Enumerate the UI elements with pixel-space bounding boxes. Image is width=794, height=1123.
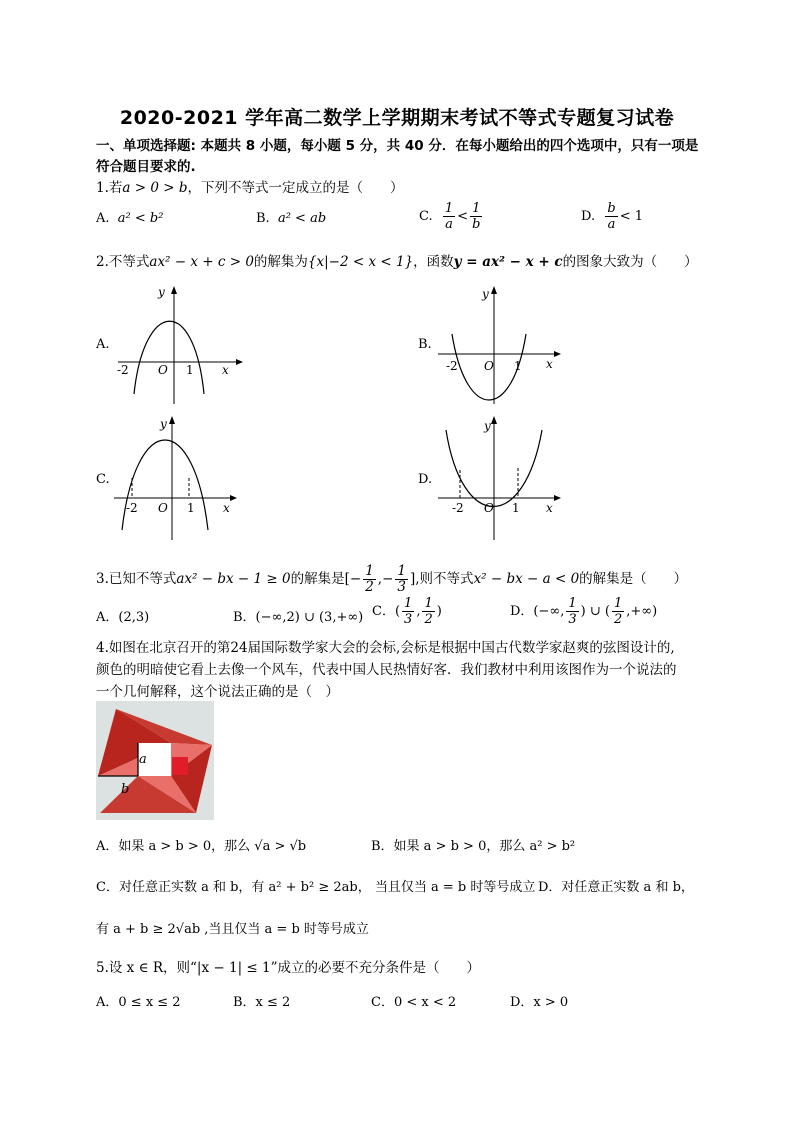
svg-text:y: y (484, 419, 491, 433)
q3-option-a[interactable]: A．(2,3) (96, 610, 150, 625)
q5-option-d[interactable]: D．x > 0 (510, 995, 569, 1010)
svg-text:1: 1 (187, 501, 195, 515)
q1-option-c[interactable]: C. $\frac{1}{a}$ < $\frac{1}{b}$ (419, 201, 481, 232)
q2-graph-d (432, 412, 567, 542)
q1-option-b[interactable]: B. a² < ab (256, 211, 327, 226)
q3-option-c[interactable]: C．( $\frac{1}{3}$ , $\frac{1}{2}$ ) (372, 596, 442, 627)
svg-text:1: 1 (514, 359, 522, 373)
question-2-stem: 2.不等式ax² − x + c > 0的解集为{x|−2 < x < 1}，函数y = ax² − x + c的图象大致为（ ） (96, 254, 698, 270)
question-4-stem: 4.如图在北京召开的第24届国际数学家大会的会标,会标是根据中国古代数学家赵爽的弦图设计的, 颜色的明暗使它看上去像一个风车，代表中国人民热情好客．我们教材中利用该图作为一个说法的 一个几何解释，这个说法正确的是（ ） (96, 640, 677, 700)
q5-option-c[interactable]: C．0 < x < 2 (371, 995, 457, 1010)
origin-label: O (158, 363, 168, 377)
q2-option-a-label[interactable]: A. (96, 337, 110, 352)
q5-option-a[interactable]: A．0 ≤ x ≤ 2 (96, 995, 181, 1010)
question-3-stem: 3.已知不等式ax² − bx − 1 ≥ 0的解集是[− $\frac{1}{2}$ ,− $\frac{1}{3}$ ],则不等式x² − bx − a < 0的解集是（ ） (96, 563, 688, 595)
svg-text:-2: -2 (446, 359, 458, 373)
question-1-stem: 1.若a > 0 > b，下列不等式一定成立的是（ ） (96, 180, 404, 196)
tick-1: 1 (186, 363, 194, 377)
svg-text:O: O (484, 501, 494, 515)
q1-c-fraction-2: $\frac{1}{b}$ (472, 201, 481, 232)
svg-text:-2: -2 (126, 501, 138, 515)
q1-option-d[interactable]: D. $\frac{b}{a}$ < 1 (581, 201, 643, 232)
x-label: x (222, 363, 229, 377)
q3-option-b[interactable]: B．(−∞,2) ∪ (3,+∞) (233, 610, 364, 625)
q3-option-d[interactable]: D．(−∞, $\frac{1}{3}$ ) ∪ ( $\frac{1}{2}$ ,+∞) (510, 596, 658, 627)
svg-text:y: y (482, 287, 489, 301)
section-heading-line2: 符合题目要求的. (96, 159, 196, 175)
q2-graph-c (110, 412, 245, 542)
q4-option-b[interactable]: B．如果 a > b > 0，那么 a² > b² (371, 839, 576, 854)
q4-option-d-continued: 有 a + b ≥ 2√ab ,当且仅当 a = b 时等号成立 (96, 922, 369, 937)
parabola (134, 321, 204, 394)
q4-figure-pinwheel (96, 701, 214, 820)
q2-graph-a (110, 282, 245, 407)
svg-text:x: x (546, 357, 553, 371)
svg-text:O: O (484, 359, 494, 373)
q2-option-c-label[interactable]: C. (96, 472, 110, 487)
q2-option-b-label[interactable]: B. (418, 337, 432, 352)
q4-option-d[interactable]: D．对任意正实数 a 和 b， (538, 880, 694, 895)
question-5-stem: 5.设 x ∈ R，则“|x − 1| ≤ 1”成立的必要不充分条件是（ ） (96, 960, 481, 976)
q4-option-c[interactable]: C．对任意正实数 a 和 b，有 a² + b² ≥ 2ab， 当且仅当 a = b 时等号成立 (96, 880, 536, 895)
fig-label-b: b (121, 782, 130, 797)
q5-option-b[interactable]: B．x ≤ 2 (233, 995, 291, 1010)
parabola (122, 440, 208, 530)
svg-text:O: O (158, 501, 168, 515)
svg-text:x: x (546, 501, 553, 515)
q4-option-a[interactable]: A．如果 a > b > 0，那么 √a > √b (96, 839, 307, 854)
fig-label-a: a (139, 752, 147, 767)
svg-text:y: y (160, 417, 167, 431)
svg-text:1: 1 (512, 501, 520, 515)
q2-graph-b (432, 282, 567, 407)
tick-neg2: -2 (117, 363, 129, 377)
page-title: 2020-2021 学年高二数学上学期期末考试不等式专题复习试卷 (119, 107, 675, 129)
q1-d-fraction: $\frac{b}{a}$ (607, 201, 616, 232)
svg-text:-2: -2 (452, 501, 464, 515)
svg-text:x: x (223, 501, 230, 515)
y-label: y (158, 285, 165, 299)
q1-c-fraction-1: $\frac{1}{a}$ (444, 201, 454, 232)
q1-condition: a > 0 > b (122, 180, 188, 196)
section-heading (96, 136, 706, 178)
section-heading-line1: 一、单项选择题: 本题共 8 小题，每小题 5 分，共 40 分．在每小题给出的四个选项中，只有一项是 (96, 138, 699, 154)
q1-option-a[interactable]: A. a² < b² (96, 211, 164, 226)
q2-option-d-label[interactable]: D. (418, 472, 433, 487)
